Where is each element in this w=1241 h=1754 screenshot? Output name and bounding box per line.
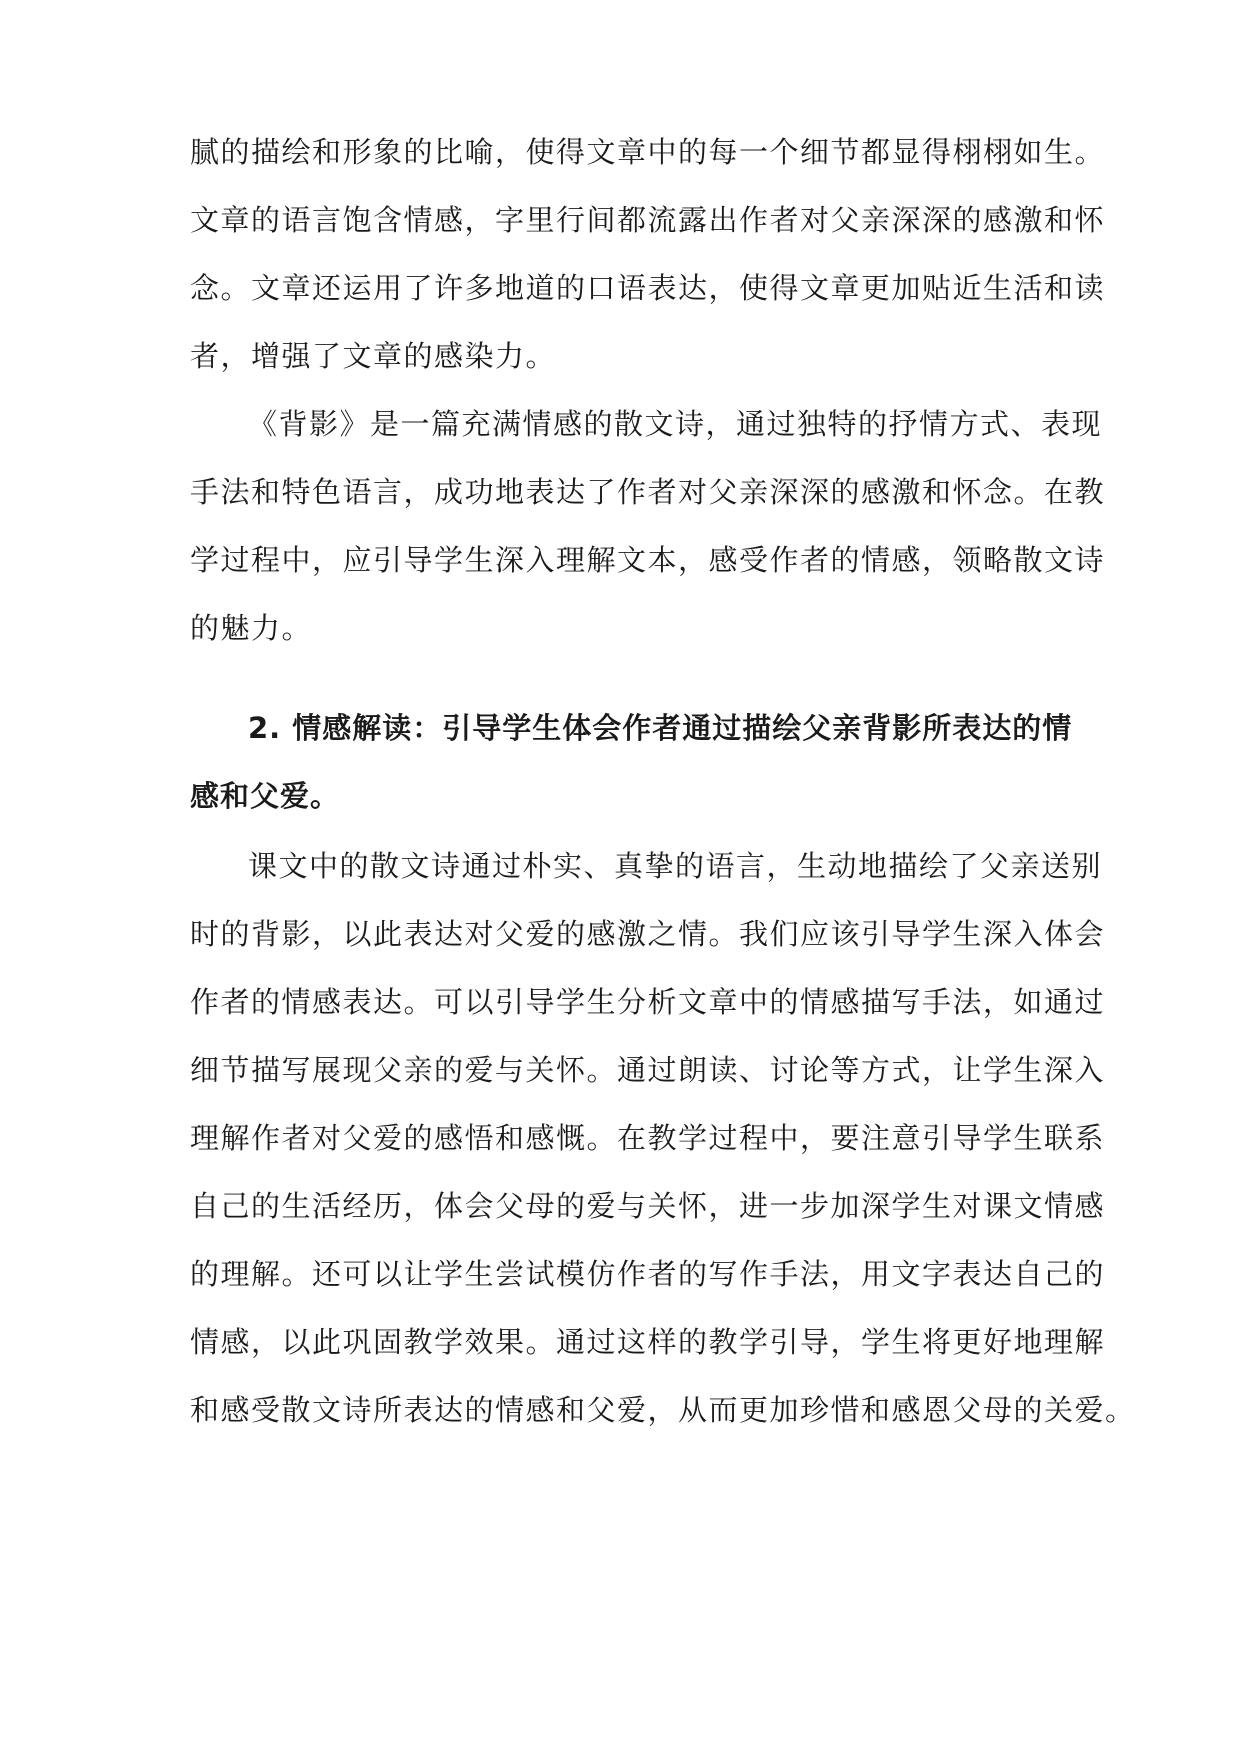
paragraph-3-line-2: 时的背影，以此表达对父爱的感激之情。我们应该引导学生深入体会	[190, 917, 1106, 951]
paragraph-3-line-6: 自己的生活经历，体会父母的爱与关怀，进一步加深学生对课文情感	[190, 1189, 1106, 1223]
paragraph-3-line-3: 作者的情感表达。可以引导学生分析文章中的情感描写手法，如通过	[190, 985, 1106, 1019]
paragraph-1-line-2: 文章的语言饱含情感，字里行间都流露出作者对父亲深深的感激和怀	[190, 203, 1106, 237]
paragraph-1-line-1: 腻的描绘和形象的比喻，使得文章中的每一个细节都显得栩栩如生。	[190, 135, 1106, 169]
paragraph-3-line-4: 细节描写展现父亲的爱与关怀。通过朗读、讨论等方式，让学生深入	[190, 1053, 1106, 1087]
paragraph-1-line-3: 念。文章还运用了许多地道的口语表达，使得文章更加贴近生活和读	[190, 271, 1106, 305]
paragraph-2-line-2: 手法和特色语言，成功地表达了作者对父亲深深的感激和怀念。在教	[190, 475, 1106, 509]
paragraph-3-line-1: 课文中的散文诗通过朴实、真挚的语言，生动地描绘了父亲送别	[248, 849, 1103, 883]
section-heading-line-2: 感和父爱。	[190, 779, 341, 813]
paragraph-3-line-7: 的理解。还可以让学生尝试模仿作者的写作手法，用文字表达自己的	[190, 1257, 1106, 1291]
paragraph-3-line-8: 情感，以此巩固教学效果。通过这样的教学引导，学生将更好地理解	[190, 1325, 1106, 1359]
paragraph-2-line-1: 《背影》是一篇充满情感的散文诗，通过独特的抒情方式、表现	[248, 407, 1103, 441]
paragraph-1-line-4: 者，增强了文章的感染力。	[190, 339, 557, 373]
section-heading-line-1: 2. 情感解读：引导学生体会作者通过描绘父亲背影所表达的情	[248, 711, 1073, 745]
paragraph-2-line-4: 的魅力。	[190, 611, 313, 645]
paragraph-2-line-3: 学过程中，应引导学生深入理解文本，感受作者的情感，领略散文诗	[190, 543, 1106, 577]
paragraph-3-line-9: 和感受散文诗所表达的情感和父爱，从而更加珍惜和感恩父母的关爱。	[190, 1393, 1136, 1427]
paragraph-3-line-5: 理解作者对父爱的感悟和感慨。在教学过程中，要注意引导学生联系	[190, 1121, 1106, 1155]
